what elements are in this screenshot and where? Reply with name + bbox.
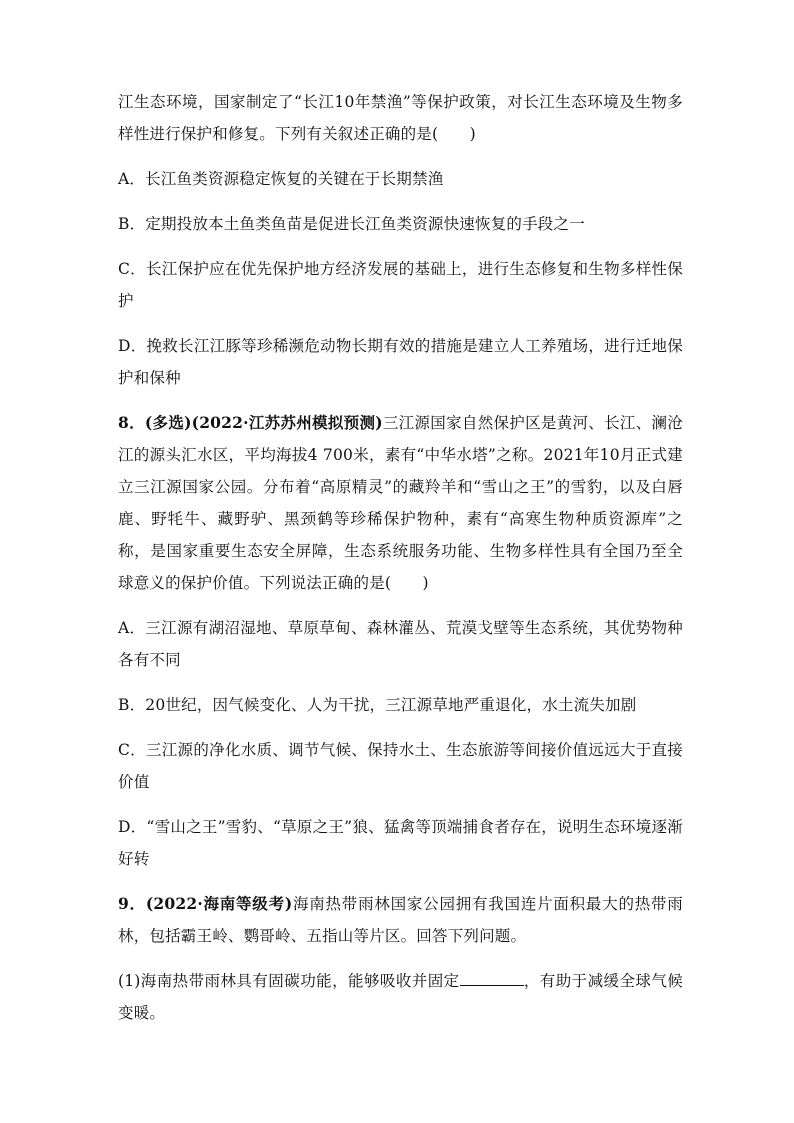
q7-option-b: B．定期投放本土鱼类鱼苗是促进长江鱼类资源快速恢复的手段之一	[118, 215, 585, 233]
q7-option-d: D．挽救长江江豚等珍稀濒危动物长期有效的措施是建立人工养殖场，进行迁地保护和保种	[118, 337, 683, 387]
q8-number: 8．	[118, 413, 145, 432]
q8-option-d: D．“雪山之王”雪豹、“草原之王”狼、猛禽等顶端捕食者存在，说明生态环境逐渐好转	[118, 818, 683, 868]
q8-option-b: B．20世纪，因气候变化、人为干扰，三江源草地严重退化，水土流失加剧	[118, 696, 637, 714]
q7-stem: 江生态环境，国家制定了“长江10年禁渔”等保护政策，对长江生态环境及生物多样性进行保护和修复。下列有关叙述正确的是( )	[118, 93, 683, 143]
q7-option-c: C．长江保护应在优先保护地方经济发展的基础上，进行生态修复和生物多样性保护	[118, 260, 683, 310]
q9-sub1-after: ，有助于减缓全球气候变暖。	[118, 972, 683, 1022]
q9-number: 9．	[118, 894, 146, 913]
q8-source: (多选)(2022·江苏苏州模拟预测)	[144, 413, 383, 432]
q8-text: 三江源国家自然保护区是黄河、长江、澜沧江的源头汇水区，平均海拔4 700米，素有“中华水塔”之称。2021年10月正式建立三江源国家公园。分布着“高原精灵”的藏羚羊和“雪山之王”的雪豹，以及白唇鹿、野牦牛、藏野驴、黑颈鹤等珍稀保护物种，素有“高寒生物种质资源库”之称，是国家重要生态安全屏障，生态系统服务功能、生物多样性具有全国乃至全球意义的保护价值。下列说法正确的是( )	[118, 414, 683, 592]
q9-subquestion-1	[118, 965, 683, 1029]
q9-source: (2022·海南等级考)	[145, 894, 293, 913]
document-page	[118, 86, 683, 1042]
answer-blank[interactable]	[460, 967, 524, 986]
q9-sub1-before: (1)海南热带雨林具有固碳功能，能够吸收并固定	[118, 972, 460, 990]
q8-option-a: A．三江源有湖沼湿地、草原草甸、森林灌丛、荒漠戈壁等生态系统，其优势物种各有不同	[118, 619, 683, 669]
q8-option-c: C．三江源的净化水质、调节气候、保持水土、生态旅游等间接价值远远大于直接价值	[118, 741, 683, 791]
q9-text: 海南热带雨林国家公园拥有我国连片面积最大的热带雨林，包括霸王岭、鹦哥岭、五指山等片区。回答下列问题。	[118, 895, 684, 945]
q7-option-a: A．长江鱼类资源稳定恢复的关键在于长期禁渔	[118, 170, 444, 188]
q9-stem	[118, 888, 683, 952]
q8-stem	[118, 407, 683, 599]
